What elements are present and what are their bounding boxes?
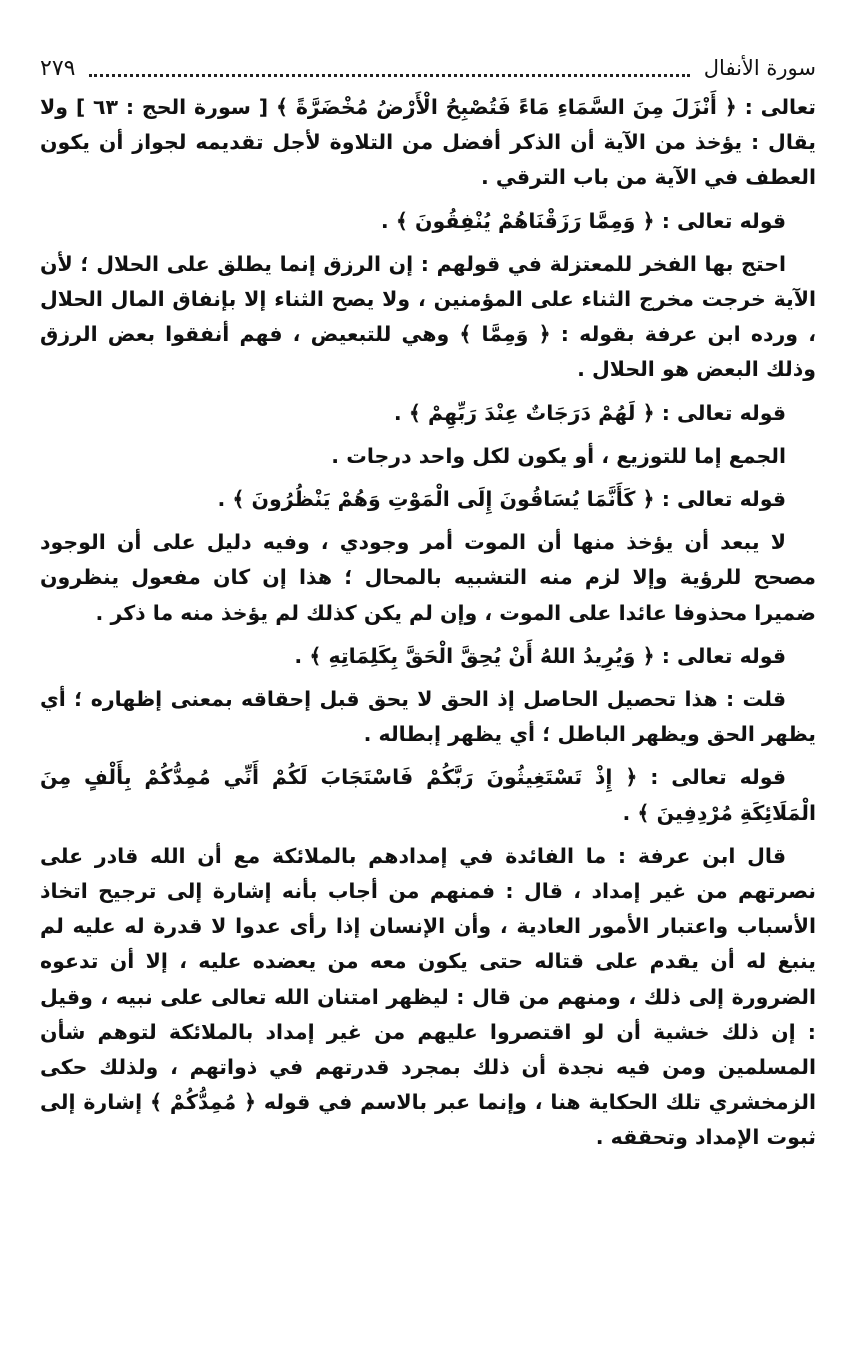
- commentary-paragraph: قلت : هذا تحصيل الحاصل إذ الحق لا يحق قبل إحقاقه بمعنى إظهاره ؛ أي يظهر الحق ويظهر الباطل ؛ أي يظهر إبطاله .: [40, 687, 816, 747]
- commentary-paragraph: احتج بها الفخر للمعتزلة في قولهم : إن الرزق إنما يطلق على الحلال ؛ لأن الآية خرجت مخرج الثناء على المؤمنين ، ولا يصح الثناء إلا بإنفاق المال الحلال ، ورده ابن عرفة بقوله : ﴿ وَمِمَّا ﴾ وهي للتبعيض ، فهم أنفقوا بعض الرزق وذلك البعض هو الحلال .: [40, 251, 816, 382]
- page-body: [40, 90, 816, 1156]
- verse-heading: قوله تعالى : ﴿ كَأَنَّمَا يُسَاقُونَ إِلَى الْمَوْتِ وَهُمْ يَنْظُرُونَ ﴾ .: [217, 487, 786, 512]
- page-number: ٢٧٩: [40, 55, 76, 81]
- commentary-paragraph: قال ابن عرفة : ما الفائدة في إمدادهم بالملائكة مع أن الله قادر على نصرتهم من غير إمداد ، قال : فمنهم من أجاب بأنه إشارة إلى ترجيح اتخاذ الأسباب واعتبار الأمور العادية ، وأن الإنسان إذا رأى عدوا لا قدرة له عليه لم ينبغ له أن يقدم على قتاله حتى يكون معه من يعضده عليه ، إلا أن تدعوه الضرورة إلى ذلك ، ومنهم من قال : ليظهر امتنان الله تعالى على نبيه ، وقيل : إن ذلك خشية أن لو اقتصروا عليهم من غير إمداد بالملائكة لتوهم شأن المسلمين ومن فيه نجدة أن ذلك بمجرد قدرتهم في ذواتهم ، ولذلك حكى الزمخشري تلك الحكاية هنا ، وإنما عبر بالاسم في قوله ﴿ مُمِدُّكُمْ ﴾ إشارة إلى ثبوت الإمداد وتحققه .: [40, 843, 816, 1150]
- paragraph-continuation: تعالى : ﴿ أَنْزَلَ مِنَ السَّمَاءِ مَاءً فَتُصْبِحُ الْأَرْضُ مُخْضَرَّةً ﴾ [ سورة الحج : ٦٣ ] ولا يقال : يؤخذ من الآية أن الذكر أفضل من التلاوة لأجل تقديمه لجواز أن يكون العطف في الآية من باب الترقي .: [40, 95, 817, 190]
- verse-heading: قوله تعالى : ﴿ وَمِمَّا رَزَقْنَاهُمْ يُنْفِقُونَ ﴾ .: [380, 208, 786, 233]
- commentary-paragraph: لا يبعد أن يؤخذ منها أن الموت أمر وجودي ، وفيه دليل على أن الوجود مصحح للرؤية وإلا لزم منه التشبيه بالمحال ؛ هذا إن كان مفعول ينظرون ضميرا محذوفا عائدا على الموت ، وإن لم يكن كذلك لم يؤخذ منه ما ذكر .: [40, 530, 816, 625]
- verse-heading: قوله تعالى : ﴿ إِذْ تَسْتَغِيثُونَ رَبَّكُمْ فَاسْتَجَابَ لَكُمْ أَنِّي مُمِدُّكُمْ بِأَلْفٍ مِنَ الْمَلَائِكَةِ مُرْدِفِينَ ﴾ .: [40, 765, 816, 825]
- verse-heading: قوله تعالى : ﴿ لَهُمْ دَرَجَاتٌ عِنْدَ رَبِّهِمْ ﴾ .: [393, 400, 786, 425]
- page-header: [40, 52, 816, 84]
- surah-title: سورة الأنفال: [703, 56, 816, 80]
- verse-heading: قوله تعالى : ﴿ وَيُرِيدُ اللهُ أَنْ يُحِقَّ الْحَقَّ بِكَلِمَاتِهِ ﴾ .: [294, 643, 786, 668]
- commentary-paragraph: الجمع إما للتوزيع ، أو يكون لكل واحد درجات .: [331, 443, 786, 468]
- header-dotted-rule: [89, 60, 689, 77]
